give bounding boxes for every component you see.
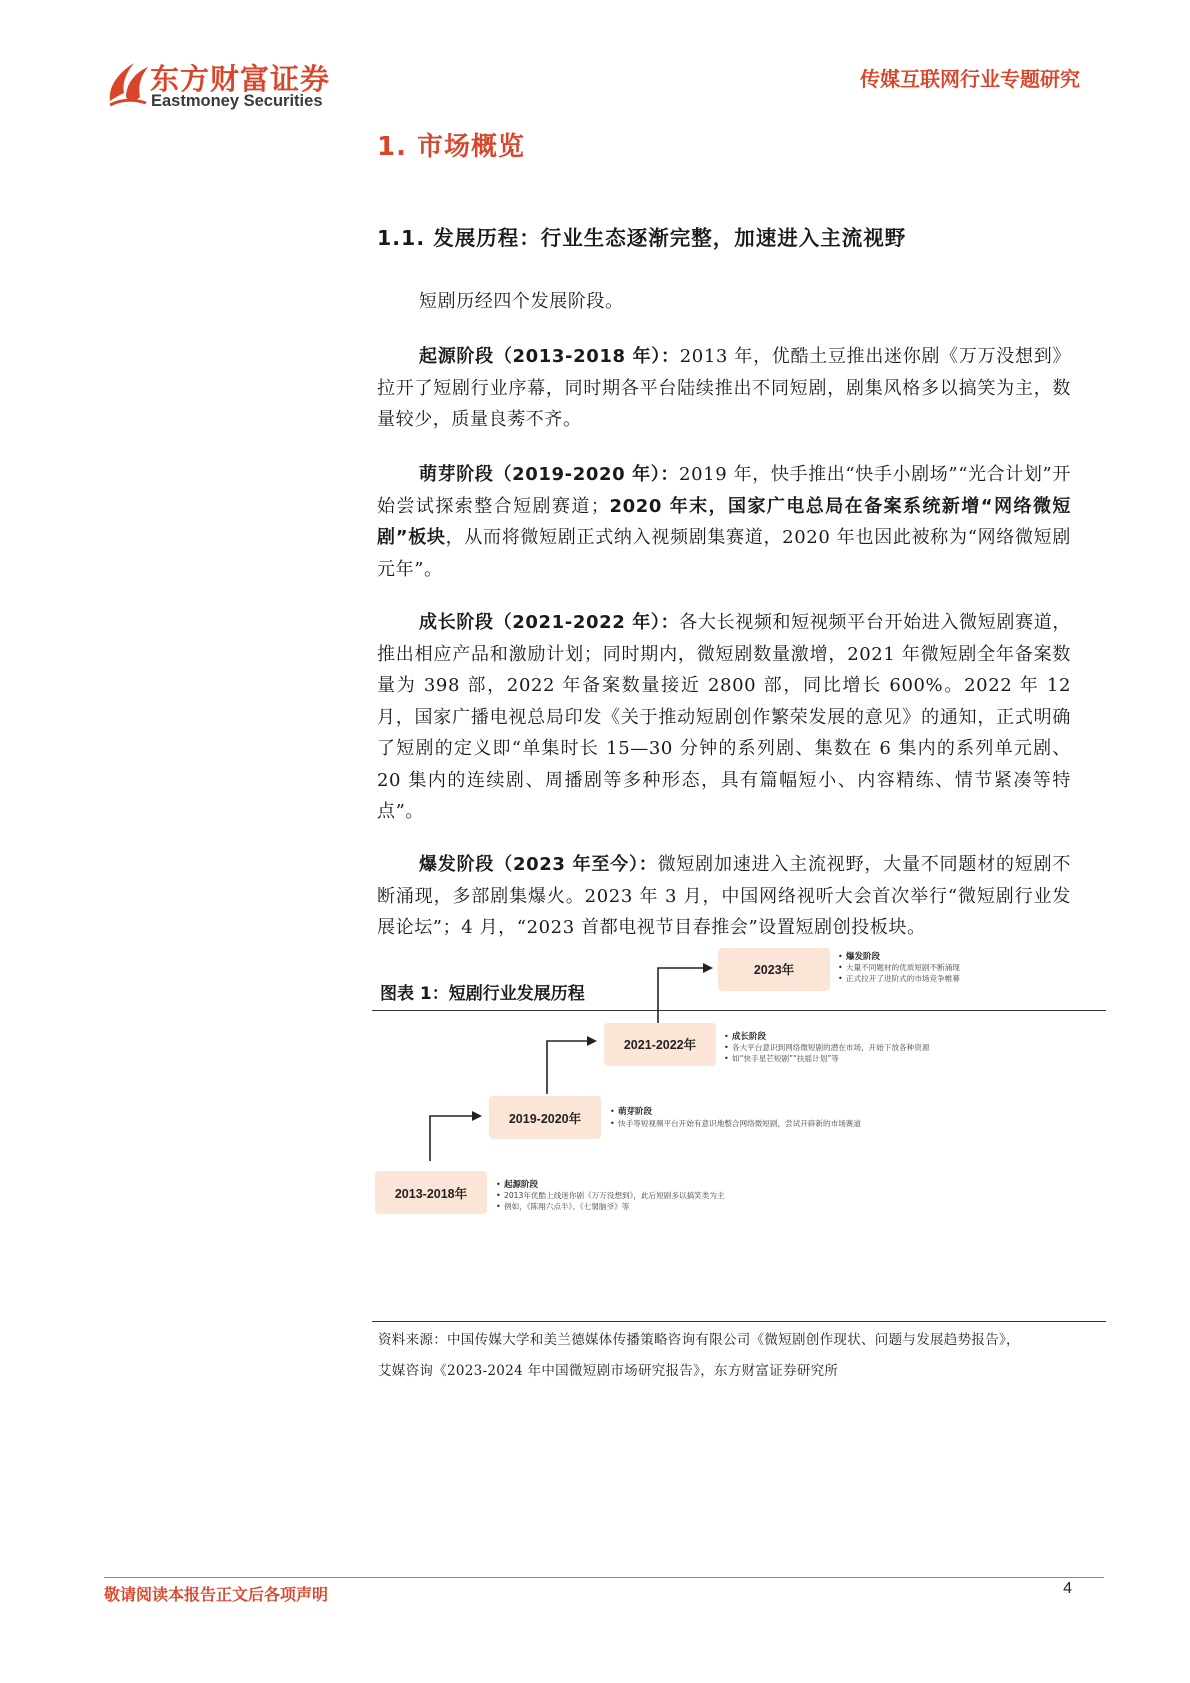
- subsection-heading: 1.1. 发展历程：行业生态逐渐完整，加速进入主流视野: [377, 226, 907, 250]
- logo-chinese-name: 东方财富证券: [150, 62, 331, 96]
- stage-highlight: 2020 年末，国家广电总局在备案系统新增“网络微短剧”板块: [377, 495, 1071, 548]
- logo-english-name: Eastmoney Securities: [151, 92, 323, 110]
- stage-bullet: •: [496, 1202, 501, 1211]
- page-number: 4: [1063, 1580, 1072, 1597]
- stage-name: 成长阶段: [732, 1032, 767, 1042]
- section-heading: 1. 市场概览: [377, 132, 526, 162]
- stage-text: 2019 年，快手推出“快手小剧场”“光合计划”开始尝试探索整合短剧赛道；: [377, 464, 1071, 517]
- stage-name: 爆发阶段: [846, 952, 881, 962]
- stage-detail: 快手等短视频平台开始有意识地整合网络微短剧，尝试开辟新的市场赛道: [618, 1119, 861, 1128]
- stage-label: 成长阶段（2021-2022 年）：: [419, 612, 680, 633]
- stage-bullet: •: [610, 1107, 615, 1116]
- stage-label: 爆发阶段（2023 年至今）：: [419, 854, 658, 875]
- stage-name: 起源阶段: [504, 1180, 539, 1190]
- step-arrow: [430, 1116, 480, 1161]
- stage-bullet: •: [610, 1119, 615, 1128]
- stage-detail: 各大平台意识到网络微短剧的潜在市场，开始下放各种资源: [732, 1043, 930, 1052]
- stage-text: ，从而将微短剧正式纳入视频剧集赛道，2020 年也因此被称为“网络微短剧元年”。: [377, 527, 1071, 580]
- timeline-diagram-boom: [372, 945, 1106, 1055]
- stage-bullet: •: [724, 1032, 729, 1041]
- stage-paragraph-sprout: [377, 459, 1071, 585]
- stage-paragraph-boom: [377, 849, 1071, 944]
- stage-group-origin: [375, 1171, 725, 1214]
- stage-text: 各大长视频和短视频平台开始进入微短剧赛道，推出相应产品和激励计划；同时期内，微短剧数量激增，2021 年微短剧全年备案数量为 398 部，2022 年备案数量接近 2800 部，同比增长 600%。2022 年 12 月，国家广播电视总局印发《关于推动短剧创作繁荣发展的意见》的通知，正式明确了短剧的定义即“单集时长 15—30 分钟的系列剧、集数在 6 集内的系列单元剧、20 集内的连续剧、周播剧等多种形态，具有篇幅短小、内容精练、情节紧凑等特点”。: [377, 612, 1071, 822]
- stage-detail: 例如，《陈翔六点半》、《七舅脑爷》等: [504, 1202, 630, 1211]
- figure-source-line-1: 资料来源：中国传媒大学和美兰德媒体传播策略咨询有限公司《微短剧创作现状、问题与发展趋势报告》，: [378, 1332, 1020, 1348]
- eastmoney-logo-icon: [104, 57, 152, 109]
- figure-bottom-rule: [372, 1321, 1106, 1322]
- stage-detail: 如“快手星芒短剧”“扶摇计划”等: [732, 1054, 839, 1063]
- footer-rule: [104, 1577, 1104, 1578]
- stage-detail: 正式拉开了进阶式的市场竞争帷幕: [846, 974, 960, 983]
- stage-period: 2013-2018年: [394, 1187, 468, 1201]
- stage-bullet: •: [838, 963, 843, 972]
- stage-text: 2013 年，优酷土豆推出迷你剧《万万没想到》拉开了短剧行业序幕，同时期各平台陆续推出不同短剧，剧集风格多以搞笑为主，数量较少，质量良莠不齐。: [377, 346, 1072, 430]
- intro-paragraph: [377, 286, 1071, 318]
- footer-disclaimer: 敬请阅读本报告正文后各项声明: [104, 1585, 329, 1604]
- stage-detail: 2013年优酷上线迷你剧《万万没想到》，此后短剧多以搞笑类为主: [504, 1191, 725, 1200]
- stage-paragraph-growth: [377, 607, 1071, 828]
- stage-bullet: •: [496, 1180, 501, 1189]
- stage-detail: 大量不同题材的优质短剧不断涌现: [846, 963, 960, 972]
- figure-source-line-2: 艾媒咨询《2023-2024 年中国微短剧市场研究报告》，东方财富证券研究所: [378, 1363, 839, 1379]
- stage-bullet: •: [724, 1054, 729, 1063]
- stage-label: 萌芽阶段（2019-2020 年）：: [419, 464, 680, 485]
- report-type-title: 传媒互联网行业专题研究: [860, 67, 1080, 91]
- stage-bullet: •: [838, 952, 843, 961]
- stage-bullet: •: [724, 1043, 729, 1052]
- intro-text: 短剧历经四个发展阶段。: [419, 291, 624, 312]
- stage-text: 微短剧加速进入主流视野，大量不同题材的短剧不断涌现，多部剧集爆火。2023 年 3 月，中国网络视听大会首次举行“微短剧行业发展论坛”；4 月，“2023 首都电视节目春推会”设置短剧创投板块。: [377, 854, 1071, 938]
- stage-label: 起源阶段（2013-2018 年）：: [419, 346, 680, 367]
- stage-period: 2021-2022年: [623, 1038, 697, 1052]
- company-logo: [104, 55, 344, 115]
- stage-bullet: •: [496, 1191, 501, 1200]
- stage-bullet: •: [838, 974, 843, 983]
- stage-group-sprout: [489, 1096, 861, 1139]
- stage-name: 萌芽阶段: [618, 1107, 653, 1117]
- stage-paragraph-origin: [377, 341, 1071, 436]
- stage-period: 2019-2020年: [508, 1112, 582, 1126]
- figure-title: 图表 1：短剧行业发展历程: [380, 984, 585, 1004]
- stage-period: 2023年: [753, 963, 795, 977]
